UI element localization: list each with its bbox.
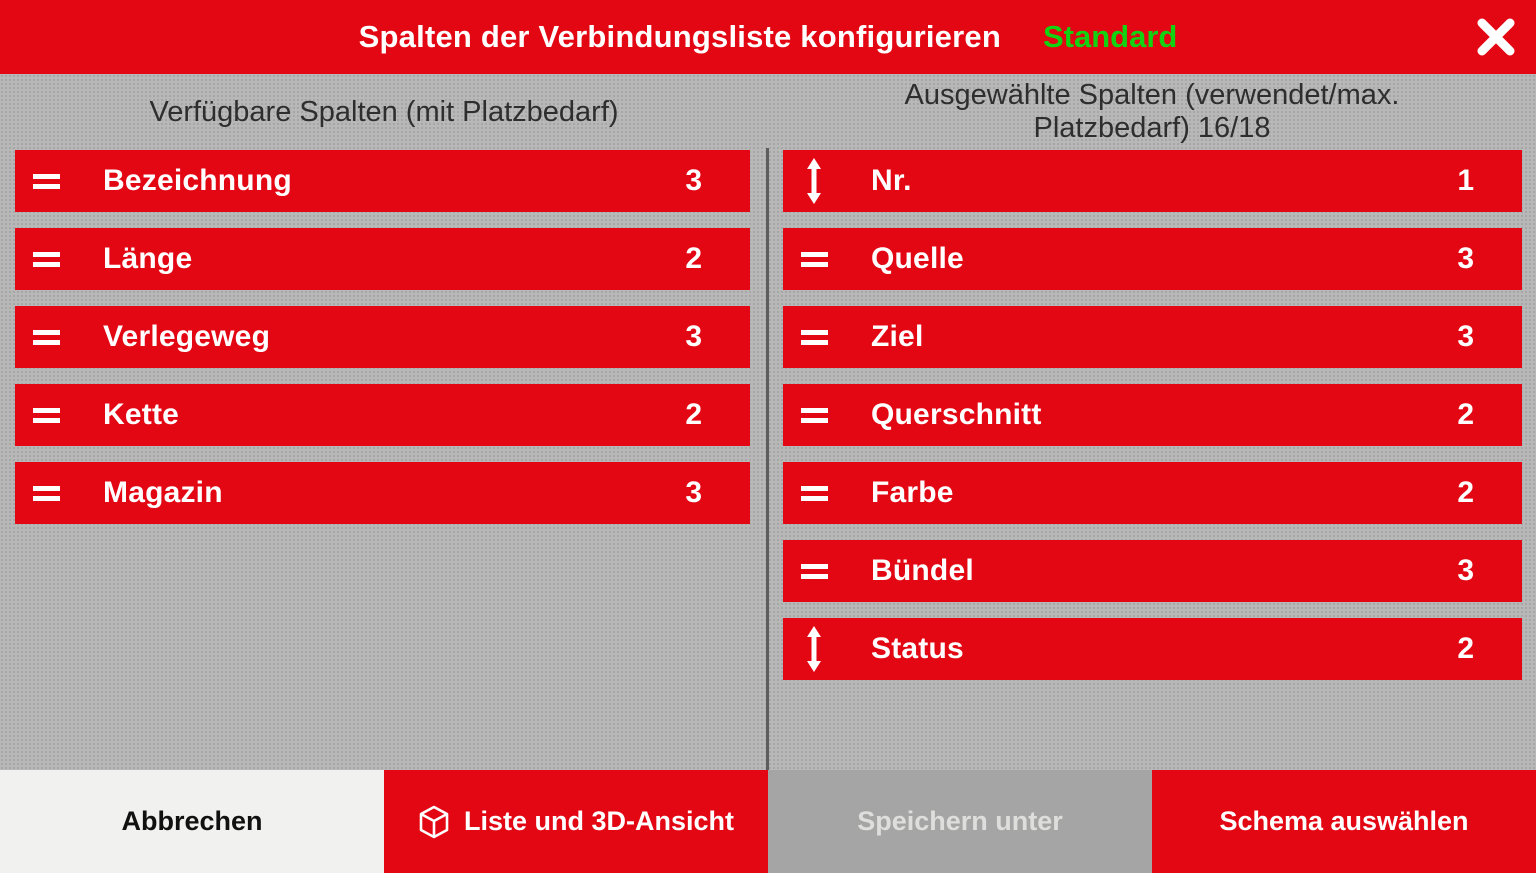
item-label: Farbe (871, 476, 954, 509)
save-as-button[interactable] (768, 770, 1152, 873)
item-space-value: 3 (685, 320, 702, 353)
item-label: Bündel (871, 554, 974, 587)
up-down-arrow-icon (799, 626, 829, 672)
drag-handle-icon (31, 406, 61, 425)
item-label: Status (871, 632, 964, 665)
item-space-value: 3 (685, 164, 702, 197)
close-icon (1476, 17, 1516, 57)
selected-columns-list (768, 150, 1536, 680)
choose-schema-button[interactable] (1152, 770, 1536, 873)
drag-handle-icon (31, 250, 61, 269)
item-label: Bezeichnung (103, 164, 292, 197)
drag-handle-icon (31, 172, 61, 191)
cube-3d-icon (418, 805, 450, 839)
item-space-value: 1 (1457, 164, 1474, 197)
list-3d-view-button-label: Liste und 3D-Ansicht (463, 806, 734, 836)
column-divider (766, 148, 769, 770)
item-label: Quelle (871, 242, 964, 275)
available-columns-list (0, 150, 768, 524)
dialog-body (0, 74, 1536, 770)
drag-handle-icon (799, 406, 829, 425)
list-item-buendel[interactable] (783, 540, 1522, 602)
drag-handle-icon (799, 250, 829, 269)
item-label: Verlegeweg (103, 320, 271, 353)
list-item-bezeichnung[interactable] (15, 150, 750, 212)
item-space-value: 2 (1457, 476, 1474, 509)
drag-handle-icon (31, 484, 61, 503)
selected-columns-header-line2: Platzbedarf) 16/18 (1033, 112, 1271, 144)
cancel-button-label: Abbrechen (121, 806, 263, 836)
choose-schema-button-label: Schema auswählen (1219, 806, 1469, 836)
save-as-button-label: Speichern unter (857, 806, 1063, 836)
item-space-value: 2 (685, 398, 702, 431)
drag-handle-icon (799, 328, 829, 347)
drag-handle-icon (31, 328, 61, 347)
item-label: Länge (103, 242, 193, 275)
item-space-value: 3 (1457, 554, 1474, 587)
drag-handle-icon (799, 484, 829, 503)
close-button[interactable] (1474, 15, 1518, 59)
list-item-status[interactable] (783, 618, 1522, 680)
list-item-verlegeweg[interactable] (15, 306, 750, 368)
list-item-nr[interactable] (783, 150, 1522, 212)
list-item-farbe[interactable] (783, 462, 1522, 524)
available-columns-header: Verfügbare Spalten (mit Platzbedarf) (149, 95, 619, 128)
list-item-quelle[interactable] (783, 228, 1522, 290)
up-down-arrow-icon (799, 158, 829, 204)
dialog-title: Spalten der Verbindungsliste konfigurieren (358, 19, 1001, 54)
item-label: Nr. (871, 164, 912, 197)
list-3d-view-button[interactable] (384, 770, 768, 873)
item-space-value: 3 (685, 476, 702, 509)
dialog-footer (0, 770, 1536, 873)
available-columns-panel (0, 74, 768, 770)
list-item-laenge[interactable] (15, 228, 750, 290)
item-space-value: 2 (1457, 632, 1474, 665)
dialog-titlebar (0, 0, 1536, 74)
cancel-button[interactable] (0, 770, 384, 873)
list-item-kette[interactable] (15, 384, 750, 446)
list-item-ziel[interactable] (783, 306, 1522, 368)
item-label: Kette (103, 398, 180, 431)
selected-columns-header-line1: Ausgewählte Spalten (verwendet/max. (904, 79, 1400, 111)
item-space-value: 3 (1457, 320, 1474, 353)
list-item-magazin[interactable] (15, 462, 750, 524)
item-space-value: 3 (1457, 242, 1474, 275)
item-label: Magazin (103, 476, 223, 509)
current-schema-name: Standard (1042, 19, 1178, 54)
item-label: Querschnitt (871, 398, 1042, 431)
list-item-querschnitt[interactable] (783, 384, 1522, 446)
item-space-value: 2 (1457, 398, 1474, 431)
selected-columns-panel (768, 74, 1536, 770)
item-space-value: 2 (685, 242, 702, 275)
drag-handle-icon (799, 562, 829, 581)
item-label: Ziel (871, 320, 924, 353)
selected-columns-header (768, 74, 1536, 150)
